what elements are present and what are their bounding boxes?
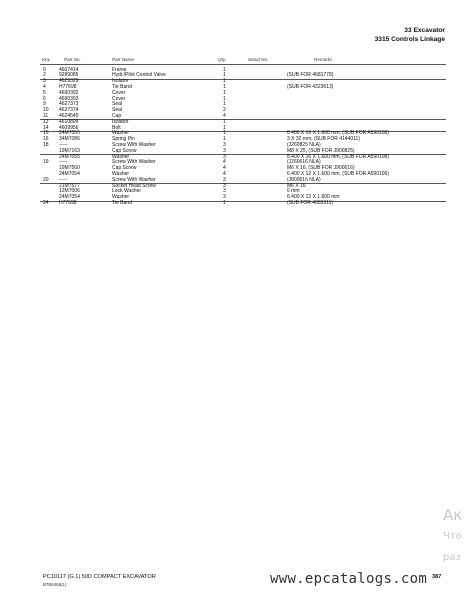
row-key: 20 bbox=[43, 176, 49, 183]
row-part-name: Tie Band bbox=[112, 199, 132, 206]
row-qty: 4 bbox=[223, 112, 226, 119]
row-part-name: Cap Screw bbox=[112, 147, 137, 154]
row-part-name: Washer bbox=[112, 194, 130, 201]
row-qty: 1 bbox=[223, 83, 226, 90]
row-key: 6 bbox=[43, 95, 46, 102]
row-part-no: 4609956 bbox=[59, 124, 79, 131]
row-remarks: (SUB FOR 4085311) bbox=[287, 199, 334, 206]
footer-code: B7B6468(1) bbox=[43, 582, 67, 587]
row-qty: 1 bbox=[223, 199, 226, 206]
row-part-name: Socket Head Screw bbox=[112, 182, 156, 189]
row-part-no: ----- bbox=[59, 176, 68, 183]
row-key: 0 bbox=[43, 66, 46, 73]
row-qty: 4 bbox=[223, 170, 226, 177]
row-part-name: Seal bbox=[112, 101, 123, 108]
row-remarks: 6.400 X 12 X 1.600 mm, (SUB FOR A590106) bbox=[287, 170, 389, 177]
row-part-name: Screw With Washer bbox=[112, 141, 156, 148]
row-qty: 1 bbox=[223, 89, 226, 96]
row-remarks: 8.400 X 16 X 1.600 mm, (SUB FOR A590108) bbox=[287, 130, 389, 137]
row-part-no: 4607414 bbox=[59, 66, 79, 73]
row-part-no: 4690393 bbox=[59, 95, 79, 102]
row-qty: 3 bbox=[223, 194, 226, 201]
column-header-remarks: Remarks bbox=[314, 57, 333, 62]
row-part-no: 4627374 bbox=[59, 107, 79, 114]
row-part-name: Screw With Washer bbox=[112, 159, 156, 166]
header-divider bbox=[40, 64, 446, 65]
row-remarks: M8 X 25, (SUB FOR J900825) bbox=[287, 147, 355, 154]
column-header-part-name: Part Name bbox=[112, 57, 134, 62]
column-header-key: Key bbox=[42, 57, 50, 62]
row-remarks: M6 X 16 bbox=[287, 182, 306, 189]
row-part-name: Lock Washer bbox=[112, 188, 141, 195]
row-key: 24 bbox=[43, 199, 49, 206]
row-part-no: 24M7054 bbox=[59, 170, 80, 177]
row-remarks: 3 X 32 mm, (SUB FOR 4144011) bbox=[287, 136, 360, 143]
row-part-no: 4624545 bbox=[59, 112, 79, 119]
row-qty: 1 bbox=[223, 101, 226, 108]
row-qty: 4 bbox=[223, 165, 226, 172]
row-part-no: 4610899 bbox=[59, 118, 79, 125]
row-part-no: ----- bbox=[59, 159, 68, 166]
row-qty: 4 bbox=[223, 159, 226, 166]
row-part-name: Spring Pin bbox=[112, 136, 136, 143]
row-part-name: Seal bbox=[112, 107, 123, 114]
row-part-no: 21M7577 bbox=[59, 182, 80, 189]
row-qty: 1 bbox=[223, 118, 226, 125]
row-key: 2 bbox=[43, 72, 46, 79]
row-part-no: 19M7560 bbox=[59, 165, 80, 172]
row-part-name: Cap bbox=[112, 112, 122, 119]
row-qty: 3 bbox=[223, 153, 226, 160]
row-qty: 3 bbox=[223, 182, 226, 189]
row-key: 11 bbox=[43, 112, 49, 119]
row-remarks: (SUB FOR 4681778) bbox=[287, 72, 334, 79]
row-remarks: (SUB FOR 4323613) bbox=[287, 83, 334, 90]
row-part-name: Washer bbox=[112, 153, 130, 160]
row-part-name: Isolator bbox=[112, 78, 129, 85]
row-part-name: Washer bbox=[112, 130, 130, 137]
activation-overlay-line-1: Ак bbox=[443, 506, 463, 524]
row-part-name: Cover bbox=[112, 95, 126, 102]
row-key: 3 bbox=[43, 78, 46, 85]
row-part-no: 4627373 bbox=[59, 101, 79, 108]
row-key: 16 bbox=[43, 136, 49, 143]
row-part-no: 24M7055 bbox=[59, 130, 80, 137]
row-part-no: 4629329 bbox=[59, 78, 79, 85]
row-part-no: H77698 bbox=[59, 83, 77, 90]
row-part-no: 24M7054 bbox=[59, 194, 80, 201]
watermark-url: www.epcatalogs.com bbox=[270, 571, 428, 587]
row-remarks: 6 mm bbox=[287, 188, 300, 195]
footer-document-title: PC10117 (G.1) 50D COMPACT EXCAVATOR bbox=[43, 574, 156, 580]
row-part-name: Screw With Washer bbox=[112, 176, 156, 183]
row-part-no: 4690392 bbox=[59, 89, 79, 96]
row-qty: 3 bbox=[223, 188, 226, 195]
row-qty: 2 bbox=[223, 107, 226, 114]
row-qty: 1 bbox=[223, 72, 226, 79]
row-part-name: Cover bbox=[112, 89, 126, 96]
row-qty: 3 bbox=[223, 147, 226, 154]
row-part-no: 34M7086 bbox=[59, 136, 80, 143]
row-qty: 1 bbox=[223, 130, 226, 137]
row-key: 9 bbox=[43, 101, 46, 108]
row-part-no: 19M7163 bbox=[59, 147, 80, 154]
row-remarks: (J800616 NLA) bbox=[287, 176, 321, 183]
table-row bbox=[0, 201, 465, 207]
row-part-name: Hydr./Pilot Control Valve bbox=[112, 72, 166, 79]
row-key: 14 bbox=[43, 124, 49, 131]
row-qty: 1 bbox=[223, 124, 226, 131]
row-remarks: (J260825 NLA) bbox=[287, 141, 321, 148]
row-qty: 1 bbox=[223, 66, 226, 73]
section-header bbox=[375, 26, 445, 44]
page-number: 387 bbox=[432, 574, 442, 580]
column-header-part-no: Part No. bbox=[64, 57, 81, 62]
row-part-name: Cap Screw bbox=[112, 165, 137, 172]
column-header-qty: Qty. bbox=[218, 57, 227, 62]
row-qty: 1 bbox=[223, 136, 226, 143]
row-key: 5 bbox=[43, 89, 46, 96]
row-remarks: 8.400 X 16 X 1.600 mm, (SUB FOR A590108) bbox=[287, 153, 389, 160]
row-key: 10 bbox=[43, 107, 49, 114]
row-part-no: H77698 bbox=[59, 199, 77, 206]
row-part-no: 12M7006 bbox=[59, 188, 80, 195]
row-qty: 3 bbox=[223, 176, 226, 183]
row-part-name: Isolator bbox=[112, 118, 129, 125]
section-title: 33 Excavator bbox=[404, 27, 445, 34]
row-remarks: 6.400 X 12 X 1.600 mm bbox=[287, 194, 340, 201]
row-qty: 1 bbox=[223, 78, 226, 85]
row-part-name: Washer bbox=[112, 170, 130, 177]
column-header-serial-no: Serial No. bbox=[248, 57, 269, 62]
row-key: 12 bbox=[43, 118, 49, 125]
row-part-name: Tie Band bbox=[112, 83, 132, 90]
row-key: 19 bbox=[43, 159, 49, 166]
row-qty: 3 bbox=[223, 141, 226, 148]
row-key: 18 bbox=[43, 141, 49, 148]
row-key: 15 bbox=[43, 130, 49, 137]
row-part-no: 9289085 bbox=[59, 72, 79, 79]
activation-overlay-line-3: раз bbox=[443, 552, 461, 563]
row-part-no: ----- bbox=[59, 141, 68, 148]
row-remarks: (J260616 NLA) bbox=[287, 159, 321, 166]
row-part-no: 24M7055 bbox=[59, 153, 80, 160]
row-remarks: M6 X 16, (SUB FOR J900616) bbox=[287, 165, 355, 172]
row-part-name: Frame bbox=[112, 66, 127, 73]
activation-overlay-line-2: Что bbox=[443, 531, 462, 542]
row-part-name: Bolt bbox=[112, 124, 121, 131]
row-key: 4 bbox=[43, 83, 46, 90]
subsection-title: 3315 Controls Linkage bbox=[374, 36, 445, 43]
row-qty: 1 bbox=[223, 95, 226, 102]
